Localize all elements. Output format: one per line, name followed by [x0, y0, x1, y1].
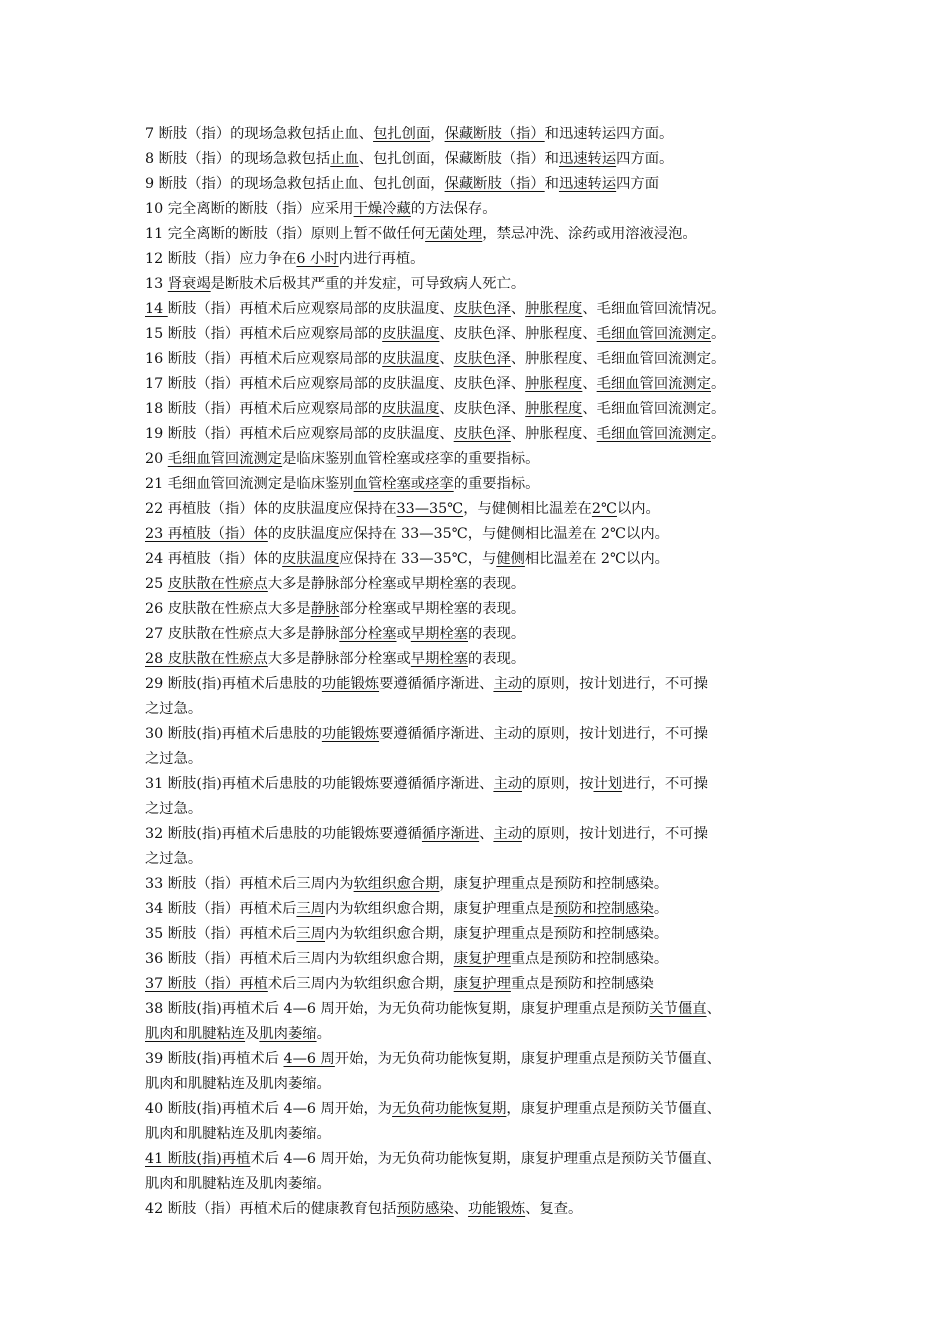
text-line	[145, 372, 825, 397]
underlined-answer: 循序渐进	[421, 826, 480, 842]
text-segment: 相比温差在 2℃以内。	[524, 551, 669, 567]
text-segment: ，康复护理重点是预防和控制感染。	[439, 876, 669, 892]
text-segment: 9 断肢（指）的现场急救包括止血、包扎创面，	[145, 176, 445, 192]
text-line	[145, 547, 825, 572]
text-segment: 40 断肢(指)再植术后 4—6 周开始，为	[145, 1101, 393, 1117]
underlined-answer: 功能锻炼	[321, 676, 380, 692]
text-segment: 18 断肢（指）再植术后应观察局部的	[145, 401, 383, 417]
text-line	[145, 247, 825, 272]
text-segment: 17 断肢（指）再植术后应观察局部的皮肤温度、皮肤色泽、	[145, 376, 526, 392]
text-segment: 32 断肢(指)再植术后患肢的功能锻炼要遵循	[145, 826, 422, 842]
text-segment: 、毛细血管回流情况。	[582, 301, 726, 317]
underlined-answer: 皮肤温度	[382, 351, 440, 367]
text-segment: 内进行再植。	[338, 251, 425, 267]
text-segment: 的表现。	[467, 626, 526, 642]
text-segment: 、	[582, 376, 597, 392]
text-segment: 39 断肢(指)再植术后	[145, 1051, 284, 1067]
text-segment: 和迅速转运四方面。	[544, 126, 674, 142]
text-line	[145, 322, 825, 347]
text-segment: 四方面	[616, 176, 660, 192]
text-line	[145, 1147, 825, 1172]
text-line	[145, 1172, 825, 1197]
text-line	[145, 272, 825, 297]
underlined-answer: 关节僵直	[649, 1001, 707, 1017]
text-segment: 之过急。	[145, 701, 203, 717]
underlined-answer: 37 断肢（指）再植	[145, 976, 268, 992]
underlined-answer: 毛细血管回流测定	[596, 376, 712, 392]
underlined-answer: 主动	[493, 676, 523, 692]
underlined-answer: 4—6 周	[283, 1051, 335, 1067]
text-segment: 、皮肤色泽、肿胀程度、	[439, 326, 597, 342]
text-segment: 大多是静脉部分栓塞或早期栓塞的表现。	[267, 576, 526, 592]
underlined-answer: 2℃	[591, 501, 617, 517]
text-segment: 的原则，按计划进行，不可操	[522, 676, 708, 692]
underlined-answer: 肌肉萎缩	[259, 1026, 317, 1042]
text-segment: 肌肉和肌腱粘连及肌肉萎缩。	[145, 1176, 331, 1192]
underlined-answer: 肌肉和肌腱粘连	[145, 1026, 246, 1042]
underlined-answer: 14	[145, 301, 168, 317]
text-segment: 8 断肢（指）的现场急救包括	[145, 151, 331, 167]
underlined-answer: 皮肤温度	[382, 401, 440, 417]
text-line	[145, 1047, 825, 1072]
text-segment: 、	[706, 1001, 721, 1017]
text-segment: 肌肉和肌腱粘连及肌肉萎缩。	[145, 1076, 331, 1092]
text-line	[145, 397, 825, 422]
text-segment: 。	[653, 901, 669, 917]
text-segment: 31 断肢(指)再植术后患肢的功能锻炼要遵循循序渐进、	[145, 776, 494, 792]
text-line	[145, 997, 825, 1022]
text-segment: 部分栓塞或早期栓塞的表现。	[339, 601, 526, 617]
text-line	[145, 122, 825, 147]
text-segment: 、肿胀程度、	[510, 426, 597, 442]
underlined-answer: 部分栓塞	[339, 626, 397, 642]
underlined-answer: 保藏断肢（指）	[444, 126, 545, 142]
text-segment: 的重要指标。	[453, 476, 540, 492]
text-segment: 的表现。	[467, 651, 526, 667]
text-segment: 7 断肢（指）的现场急救包括止血、	[145, 126, 374, 142]
text-segment: 、毛细血管回流测定。	[582, 401, 726, 417]
text-line	[145, 972, 825, 997]
underlined-answer: 皮肤温度	[382, 326, 440, 342]
text-segment: 12 断肢（指）应力争在	[145, 251, 297, 267]
underlined-answer: 静脉	[310, 601, 340, 617]
text-segment: 29 断肢(指)再植术后患肢的	[145, 676, 322, 692]
underlined-answer: 毛细血管回流测定	[596, 326, 712, 342]
underlined-answer: 主动	[493, 776, 523, 792]
text-line	[145, 597, 825, 622]
underlined-answer: 保藏断肢（指）	[444, 176, 545, 192]
text-segment: 13	[145, 276, 168, 292]
text-segment: 或	[396, 626, 411, 642]
text-segment: 术后 4—6 周开始，为无负荷功能恢复期，康复护理重点是预防关节僵直、	[250, 1151, 721, 1167]
underlined-answer: 肿胀程度	[525, 301, 583, 317]
text-line	[145, 697, 825, 722]
text-segment: 的原则，按	[522, 776, 594, 792]
text-segment: 肌肉和肌腱粘连及肌肉萎缩。	[145, 1126, 331, 1142]
text-segment: 、肿胀程度、毛细血管回流测定。	[510, 351, 726, 367]
text-segment: 22 再植肢（指）体的皮肤温度应保持在	[145, 501, 397, 517]
underlined-answer: 无菌处理	[425, 226, 483, 242]
text-segment: 术后三周内为软组织愈合期，	[267, 976, 454, 992]
text-line	[145, 1197, 825, 1222]
underlined-answer: 包扎创面	[373, 126, 431, 142]
text-segment: 应保持在 33—35℃，与	[339, 551, 497, 567]
text-line	[145, 722, 825, 747]
text-segment: 要遵循循序渐进、	[379, 676, 494, 692]
text-line	[145, 947, 825, 972]
text-line	[145, 147, 825, 172]
text-segment: 的原则，按计划进行，不可操	[522, 826, 708, 842]
underlined-answer: 主动	[493, 826, 523, 842]
text-line	[145, 747, 825, 772]
text-segment: 。	[711, 426, 726, 442]
text-segment: 要遵循循序渐进、主动的原则，按计划进行，不可操	[379, 726, 708, 742]
underlined-answer: 肾衰竭	[167, 276, 211, 292]
underlined-answer: 6 小时	[296, 251, 339, 267]
underlined-answer: 三周	[296, 901, 326, 917]
text-segment: 、	[510, 301, 526, 317]
underlined-answer: 康复护理	[453, 976, 511, 992]
underlined-answer: 毛细血管回流测定	[596, 426, 712, 442]
underlined-answer: 无负荷功能恢复期	[392, 1101, 507, 1117]
text-line	[145, 872, 825, 897]
text-segment: 35 断肢（指）再植术后	[145, 926, 297, 942]
text-line	[145, 672, 825, 697]
underlined-answer: 迅速转运	[558, 151, 617, 167]
text-segment: 之过急。	[145, 801, 203, 817]
text-line	[145, 497, 825, 522]
text-segment: 是临床鉴别血管栓塞或痉挛的重要指标。	[282, 451, 540, 467]
text-segment: ，康复护理重点是预防关节僵直、	[506, 1101, 721, 1117]
text-segment: 。	[316, 1026, 331, 1042]
text-segment: ，禁忌冲洗、涂药或用溶液浸泡。	[482, 226, 697, 242]
text-segment: 内为软组织愈合期，康复护理重点是	[325, 901, 554, 917]
underlined-answer: 皮肤色泽	[453, 351, 511, 367]
text-line	[145, 772, 825, 797]
underlined-answer: 皮肤温度	[282, 551, 340, 567]
text-line	[145, 572, 825, 597]
text-segment: 以内。	[616, 501, 660, 517]
text-segment: 21 毛细血管回流测定是临床鉴别	[145, 476, 354, 492]
text-line	[145, 797, 825, 822]
underlined-answer: 血管栓塞或痉挛	[353, 476, 454, 492]
underlined-answer: 三周	[296, 926, 326, 942]
text-segment: 及	[245, 1026, 260, 1042]
text-line	[145, 297, 825, 322]
underlined-answer: 皮肤色泽	[453, 301, 511, 317]
text-segment: ，	[430, 126, 445, 142]
underlined-answer: 毛细血管回流测定	[167, 451, 283, 467]
text-segment: 25	[145, 576, 168, 592]
text-segment: 、	[479, 826, 494, 842]
text-segment: 重点是预防和控制感染。	[510, 951, 669, 967]
text-segment: 进行，不可操	[622, 776, 708, 792]
text-segment: 19 断肢（指）再植术后应观察局部的皮肤温度、	[145, 426, 454, 442]
underlined-answer: 肿胀程度	[525, 376, 583, 392]
text-segment: 开始，为无负荷功能恢复期，康复护理重点是预防关节僵直、	[334, 1051, 721, 1067]
text-segment: 之过急。	[145, 851, 203, 867]
underlined-answer: 软组织愈合期	[353, 876, 440, 892]
underlined-answer: 28 皮肤散在性瘀点	[145, 651, 268, 667]
text-segment: 。	[711, 326, 726, 342]
text-segment: 24 再植肢（指）体的	[145, 551, 283, 567]
text-line	[145, 847, 825, 872]
text-segment: 之过急。	[145, 751, 203, 767]
text-segment: 、复查。	[525, 1201, 583, 1217]
underlined-answer: 皮肤散在性瘀点	[167, 576, 268, 592]
text-segment: 15 断肢（指）再植术后应观察局部的	[145, 326, 383, 342]
text-segment: 11 完全离断的断肢（指）原则上暂不做任何	[145, 226, 426, 242]
underlined-answer: 41 断肢(指)再植	[145, 1151, 251, 1167]
underlined-answer: 早期栓塞	[410, 651, 468, 667]
text-segment: 33 断肢（指）再植术后三周内为	[145, 876, 354, 892]
underlined-answer: 早期栓塞	[410, 626, 468, 642]
text-segment: 的皮肤温度应保持在 33—35℃，与健侧相比温差在 2℃以内。	[267, 526, 669, 542]
text-line	[145, 447, 825, 472]
text-line	[145, 197, 825, 222]
text-segment: 34 断肢（指）再植术后	[145, 901, 297, 917]
underlined-answer: 功能锻炼	[321, 726, 380, 742]
text-segment: 是断肢术后极其严重的并发症，可导致病人死亡。	[210, 276, 526, 292]
underlined-answer: 皮肤色泽	[453, 426, 511, 442]
text-line	[145, 1022, 825, 1047]
text-line	[145, 522, 825, 547]
text-segment: 大多是静脉部分栓塞或	[267, 651, 411, 667]
text-line	[145, 922, 825, 947]
text-segment: 10 完全离断的断肢（指）应采用	[145, 201, 354, 217]
underlined-answer: 干燥冷藏	[353, 201, 411, 217]
underlined-answer: 23 再植肢（指）体	[145, 526, 268, 542]
underlined-answer: 止血	[330, 151, 359, 167]
text-line	[145, 622, 825, 647]
text-segment: 42 断肢（指）再植术后的健康教育包括	[145, 1201, 397, 1217]
underlined-answer: 康复护理	[453, 951, 511, 967]
text-segment: 16 断肢（指）再植术后应观察局部的	[145, 351, 383, 367]
document-body	[145, 122, 825, 1222]
text-line	[145, 172, 825, 197]
text-segment: ，与健侧相比温差在	[463, 501, 592, 517]
text-segment: 四方面。	[616, 151, 674, 167]
text-segment: 36 断肢（指）再植术后三周内为软组织愈合期，	[145, 951, 454, 967]
underlined-answer: 计划	[593, 776, 623, 792]
text-segment: 、	[439, 351, 454, 367]
underlined-answer: 肿胀程度	[525, 401, 583, 417]
text-line	[145, 897, 825, 922]
text-segment: 重点是预防和控制感染	[510, 976, 654, 992]
underlined-answer: 健侧	[496, 551, 525, 567]
text-line	[145, 647, 825, 672]
text-segment: 27 皮肤散在性瘀点大多是静脉	[145, 626, 340, 642]
text-segment: 、	[453, 1201, 468, 1217]
text-segment: 。	[711, 376, 726, 392]
underlined-answer: 预防和控制感染	[553, 901, 654, 917]
text-segment: 30 断肢(指)再植术后患肢的	[145, 726, 322, 742]
text-line	[145, 1122, 825, 1147]
text-line	[145, 222, 825, 247]
text-line	[145, 347, 825, 372]
text-line	[145, 1072, 825, 1097]
text-segment: 26 皮肤散在性瘀点大多是	[145, 601, 311, 617]
underlined-answer: 33—35℃	[396, 501, 464, 517]
underlined-answer: 功能锻炼	[467, 1201, 526, 1217]
text-line	[145, 472, 825, 497]
text-segment: 内为软组织愈合期，康复护理重点是预防和控制感染。	[325, 926, 669, 942]
text-segment: 和	[544, 176, 559, 192]
underlined-answer: 迅速转运	[558, 176, 617, 192]
text-line	[145, 1097, 825, 1122]
text-segment: 38 断肢(指)再植术后 4—6 周开始，为无负荷功能恢复期，康复护理重点是预防	[145, 1001, 650, 1017]
underlined-answer: 预防感染	[396, 1201, 454, 1217]
text-line	[145, 822, 825, 847]
text-line	[145, 422, 825, 447]
text-segment: 20	[145, 451, 168, 467]
text-segment: 、包扎创面，保藏断肢（指）和	[358, 151, 559, 167]
text-segment: 、皮肤色泽、	[439, 401, 526, 417]
text-segment: 的方法保存。	[410, 201, 497, 217]
text-segment: 断肢（指）再植术后应观察局部的皮肤温度、	[167, 301, 454, 317]
